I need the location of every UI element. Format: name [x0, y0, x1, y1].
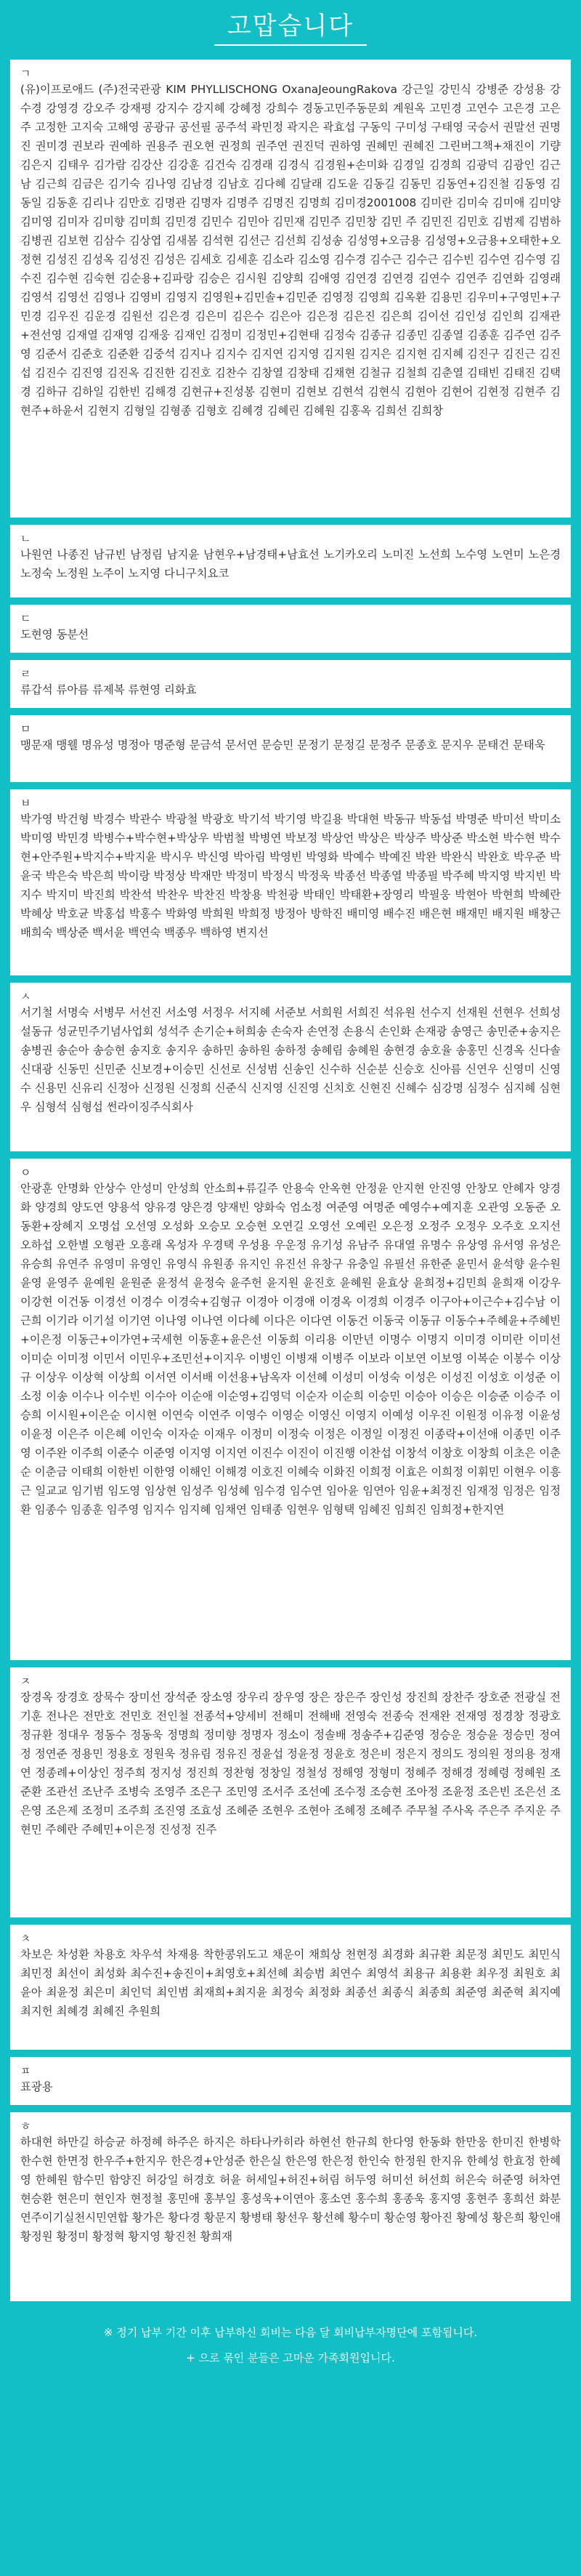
- group-card-giyeok: [10, 60, 571, 518]
- group-card-digeut: [10, 605, 571, 653]
- group-card-ieung: [10, 1159, 571, 1660]
- group-card-pieup: [10, 2057, 571, 2105]
- group-card-mieum: [10, 715, 571, 782]
- footer-note-payment: ※ 정기 납부 기간 이후 납부하신 회비는 다음 달 회비납부자명단에 포함됩니다.: [103, 2326, 478, 2339]
- group-initial: ㅍ: [20, 2064, 31, 2077]
- header: [0, 0, 581, 51]
- page-title: 고맙습니다: [214, 6, 367, 46]
- group-card-siot: [10, 983, 571, 1151]
- donor-names: 박가영 박건형 박경수 박관수 박광철 박광호 박기석 박기영 박길용 박대현 박동규 박동섭 박명준 박미선 박미소 박미영 박민경 박병수+박수현+박상우 박범철 박병연 박보정 박상언 박상은 박상주 박상준 박소현 박수현 박수현+안주원+박지수+박지윤 박시우 박신영 박아림 박영빈 박영화 박예수 박예진 박완 박완식 박완호 박우준 박윤국 박은숙 박은희 박이랑 박정상 박재만 박정미 박정식 박정욱 박종선 박종열 박종필 박주혜 박지영 박지빈 박지수 박지미 박진희 박찬석 박찬우 박찬진 박창용 박천광 박태인 박태환+장영리 박필웅 박현아 박현희 박혜란 박혜상 박호균 박홍섭 박홍수 박화영 박희원 박희정 방정아 방학진 배미영 배수진 배은현 배재민 배지원 배창근 배희숙 백상준 백서윤 백연숙 백종우 백하영 변지선: [20, 813, 561, 939]
- group-initial: ㅁ: [20, 723, 31, 736]
- group-initial: ㅇ: [20, 1166, 31, 1179]
- footer-notes: [0, 2325, 581, 2365]
- group-initial: ㄴ: [20, 532, 31, 545]
- donor-names: 하대현 하만길 하승균 하정혜 하주은 하지은 하타나카히라 하현선 한규희 한다영 한동화 한만웅 한미진 한병학 한수현 한면정 한우주+한지우 한은경+안성준 한은실 한은영 한은정 한인숙 한정원 한지유 한혜성 한효정 한혜영 한혜원 함수민 함양진 허강일 허경호 허윤 허세일+허진+허림 허두영 허미선 허선희 허은숙 허준영 허차연 현승환 현은미 현인자 현정철 홍민애 홍부일 홍성욱+이연아 홍소연 홍수희 홍종욱 홍지영 홍현주 홍희선 화분연주이기실천시민연합 황가은 황다경 황문지 황병태 황선우 황선혜 황수미 황순영 황아진 황예성 황은희 황인애 황정원 황정미 황정혁 황지영 황진천 황희재: [20, 2136, 561, 2243]
- donor-names: 차보은 차성환 차용호 차우석 차재용 착한콩위도고 채운이 채희상 천현정 최경화 최규환 최문정 최민도 최민식 최민정 최선이 최성화 최수진+송진이+최영호+최선혜 최승범 최연수 최영석 최용규 최용환 최우정 최원호 최윤아 최윤정 최은미 최인덕 최인범 최재희+최지윤 최정숙 최정화 최종선 최종식 최종희 최준영 최준혁 최지예 최지헌 최혜경 최혜진 추원희: [20, 1948, 561, 2018]
- group-initial: ㅅ: [20, 990, 31, 1003]
- group-card-jieut: [10, 1667, 571, 1917]
- group-card-rieul: [10, 660, 571, 708]
- group-initial: ㅈ: [20, 1675, 31, 1688]
- group-initial: ㅂ: [20, 797, 31, 810]
- donor-names: 서기철 서명숙 서병무 서선진 서소영 서정우 서지혜 서준보 서희원 서희진 석유원 선수지 선재원 선현우 선희성 설동규 성균민주기념사업회 성석주 손기순+허희송 손숙자 손연정 손용식 손인화 손재광 송영근 송민준+송지은 송병권 송순아 송승현 송지호 송지우 송하민 송하원 송하정 송혜림 송혜원 송현경 송호율 송홍민 신경옥 신다솔 신대광 신동민 신민준 신보경+이승민 신선로 신성범 신송인 신수하 신순분 신승호 신아름 신연우 신영미 신영수 신용민 신유리 신정아 신정원 신정희 신준식 신지영 신진영 신치호 신현진 신혜수 심강명 심정수 심지혜 심현우 심형석 심형섭 썬라이징주식회사: [20, 1006, 561, 1114]
- group-initial: ㄱ: [20, 67, 31, 80]
- group-initial: ㄹ: [20, 667, 31, 680]
- group-card-chieut: [10, 1925, 571, 2050]
- donor-names: 안광훈 안명화 안상수 안성미 안성희 안소희+류길주 안용숙 안옥현 안정윤 안지현 안진영 안창모 안혜자 양경화 양경희 양도연 양용석 양유경 양은경 양재빈 양화숙 엄소정 여준영 여명준 예영수+예지훈 오관영 오동준 오동환+장혜지 오명섭 오선영 오성화 오승모 오승현 오연길 오영선 오예린 오은정 오정주 오정우 오주호 오지선 오하섭 오한별 오형관 오흥래 옥성자 우경택 우성용 우운정 유기성 유남주 유대열 유명수 유상영 유서영 유성은 유승희 유연주 유영미 유영인 유영식 유원종 유지인 유진선 유창구 유충일 유필선 유한준 윤민서 윤석향 윤수원 윤영 윤영주 윤예원 윤원준 윤정석 윤정숙 윤주헌 윤지원 윤진호 윤혜원 윤효상 윤희정+김민희 윤희재 이강우 이강현 이건동 이경선 이경수 이경숙+김형규 이경아 이경애 이경옥 이경희 이경주 이구아+이근수+김수남 이근희 이기라 이기설 이기연 이나영 이나연 이다혜 이다은 이다연 이동건 이동국 이동규 이동수+주혜윤+주혜빈+이은정 이동근+이가연+국세현 이동훈+윤은선 이동희 이리용 이만년 이명수 이명지 이미경 이미란 이미선 이미순 이미정 이민서 이민우+조민선+이지우 이병인 이병재 이병주 이보라 이보연 이보영 이복순 이봉수 이상규 이상우 이상혁 이상희 이서연 이서배 이선용+남옥자 이선혜 이성미 이성숙 이성은 이성진 이성호 이성준 이소정 이송 이수나 이수빈 이수아 이순애 이순영+김영덕 이순자 이순희 이승민 이승아 이승은 이승준 이승주 이승희 이시원+이은순 이시현 이연숙 이연주 이영수 이영순 이영신 이영지 이예성 이우진 이원정 이유정 이윤성 이윤정 이은주 이은혜 이인숙 이자순 이재우 이정미 이정숙 이정은 이정일 이정진 이종락+이선애 이종민 이주영 이주완 이주희 이준수 이준영 이지영 이지연 이진수 이진이 이진행 이찬섭 이창석 이창호 이창희 이초은 이춘순 이춘금 이태희 이한빈 이한영 이해인 이해경 이호진 이혜숙 이화진 이희정 이효은 이희정 이휘민 이현우 이흥근 일교교 임기범 임도영 임상현 임성주 임성혜 임수경 임수연 임아윤 임연아 임윤+최정진 임재정 임정은 임정환 임종수 임종훈 임주영 임지수 임지혜 임채연 임태종 임현우 임형택 임혜진 임희진 임희정+한지연: [20, 1182, 561, 1516]
- donor-names: 맹문재 맹웰 명유성 명정아 명준형 문금석 문서연 문승민 문정기 문정길 문정주 문종호 문지우 문태건 문태욱: [20, 738, 545, 752]
- donor-names: 장경옥 장경호 장묵수 장미선 장석준 장소영 장우리 장우영 장은 장은주 장인성 장진희 장찬주 장호준 전광실 전기훈 전나은 전만호 전민호 전인철 전종석+양세비 전해미 전해배 전영숙 전종숙 전재완 전재영 정경창 정광호 정규환 정대우 정동수 정동욱 정명희 정미향 정명자 정소이 정솔배 정송주+김준영 정승운 정승윤 정승민 정여정 정연준 정용민 정용호 정원욱 정유림 정유진 정윤섭 정윤정 정윤호 정은비 정은지 정의도 정의원 정의용 정재연 정종례+이상인 정주희 정지성 정진희 정찬형 정창일 정철성 정해영 정형미 정혜주 정해경 정혜령 정혜원 조준환 조관선 조난주 조병숙 조영주 조은구 조민영 조서주 조선예 조수정 조승현 조아정 조윤정 조은빈 조은선 조은영 조은제 조정미 조주희 조진영 조효성 조혜준 조현우 조현아 조혜정 조혜주 주무철 주사옥 주은주 주지운 주현민 주혜란 주혜민+이은정 진성정 진주: [20, 1691, 561, 1836]
- group-card-hieut: [10, 2112, 571, 2301]
- group-initial: ㅎ: [20, 2120, 31, 2133]
- group-card-nieun: [10, 525, 571, 597]
- donor-names: 류갑석 류아름 류제복 류현영 리화효: [20, 683, 197, 696]
- group-card-bieup: [10, 789, 571, 975]
- donor-names: 표광용: [20, 2080, 53, 2093]
- donor-names: (유)이프로애드 (주)전국관광 KIM PHYLLISCHONG OxanaJeoungRakova 강근일 강민식 강병준 강성용 강수경 강영경 강오주 강재평 강지수 강지혜 강혜정 강희수 경동고민주동문회 계원옥 고민경 고연수 고은경 고은주 고정한 고지숙 고해영 공광규 공선필 공주석 곽민정 곽지은 곽효섭 구동익 구미성 구태영 국승서 권말선 권명진 권미경 권보라 권예하 권용주 권오현 권정희 권주연 권진덕 권하영 권혜민 권혜진 그린버그책+채진이 기량 김은지 김태우 김가람 김강산 김강훈 김건숙 김경래 김경식 김경원+손미화 김경일 김경희 김광덕 김광인 김근남 김근희 김금은 김기숙 김나영 김남경 김남호 김다혜 김달래 김도윤 김동길 김동민 김동연+김진철 김동영 김동일 김동훈 김리나 김만호 김명관 김명자 김명주 김명진 김명희 김미경2001008 김미란 김미숙 김미애 김미양 김미영 김미자 김미향 김미희 김민경 김민수 김민아 김민재 김민주 김민창 김민 주 김민진 김민호 김범제 김범하 김병권 김보현 김삼수 김상엽 김새봄 김석현 김선근 김선희 김성송 김성영+오금용 김성영+오금용+오태한+오정현 김성진 김성옥 김성진 김성은 김세호 김세훈 김소라 김소영 김수경 김수근 김수근 김수빈 김수연 김수영 김수진 김수현 김숙현 김순용+김파랑 김승은 김시원 김양희 김애영 김연경 김연경 김연수 김연주 김연화 김영래 김영석 김영선 김영나 김영비 김영지 김영원+김민솔+김민준 김영정 김영희 김옥환 김용민 김우미+구영민+구민경 김우진 김운경 김원선 김은경 김은미 김은수 김은아 김은정 김은진 김은희 김이선 김인성 김인희 김재관+전선영 김재열 김재영 김재웅 김재인 김정미 김정민+김현태 김정숙 김종규 김종민 김종열 김종훈 김주연 김주영 김준서 김준호 김준환 김중석 김지나 김지수 김지연 김지영 김지원 김지은 김지현 김지혜 김진구 김진근 김진섭 김진수 김진영 김진옥 김진한 김진호 김찬수 김창열 김창태 김채현 김철규 김철희 김춘열 김태빈 김태진 김택경 김하규 김하일 김한빈 김해경 김현규+진성봉 김현미 김현보 김현석 김현식 김현아 김현어 김현정 김현주 김현주+하윤서 김현지 김형일 김형종 김형호 김혜경 김혜린 김혜원 김홍옥 김희선 김희창: [20, 83, 561, 417]
- group-initial: ㅊ: [20, 1932, 31, 1945]
- donor-names: 도현영 동분선: [20, 628, 89, 641]
- group-initial: ㄷ: [20, 612, 31, 625]
- donor-names: 나원연 나종진 남규빈 남정림 남지윤 남현우+남경태+남효선 노기카오리 노미진 노선희 노수영 노연미 노은경 노정숙 노정원 노주이 노지영 다니구치요코: [20, 548, 561, 580]
- footer-note-family: + 으로 묶인 분들은 고마운 가족회원입니다.: [186, 2351, 395, 2364]
